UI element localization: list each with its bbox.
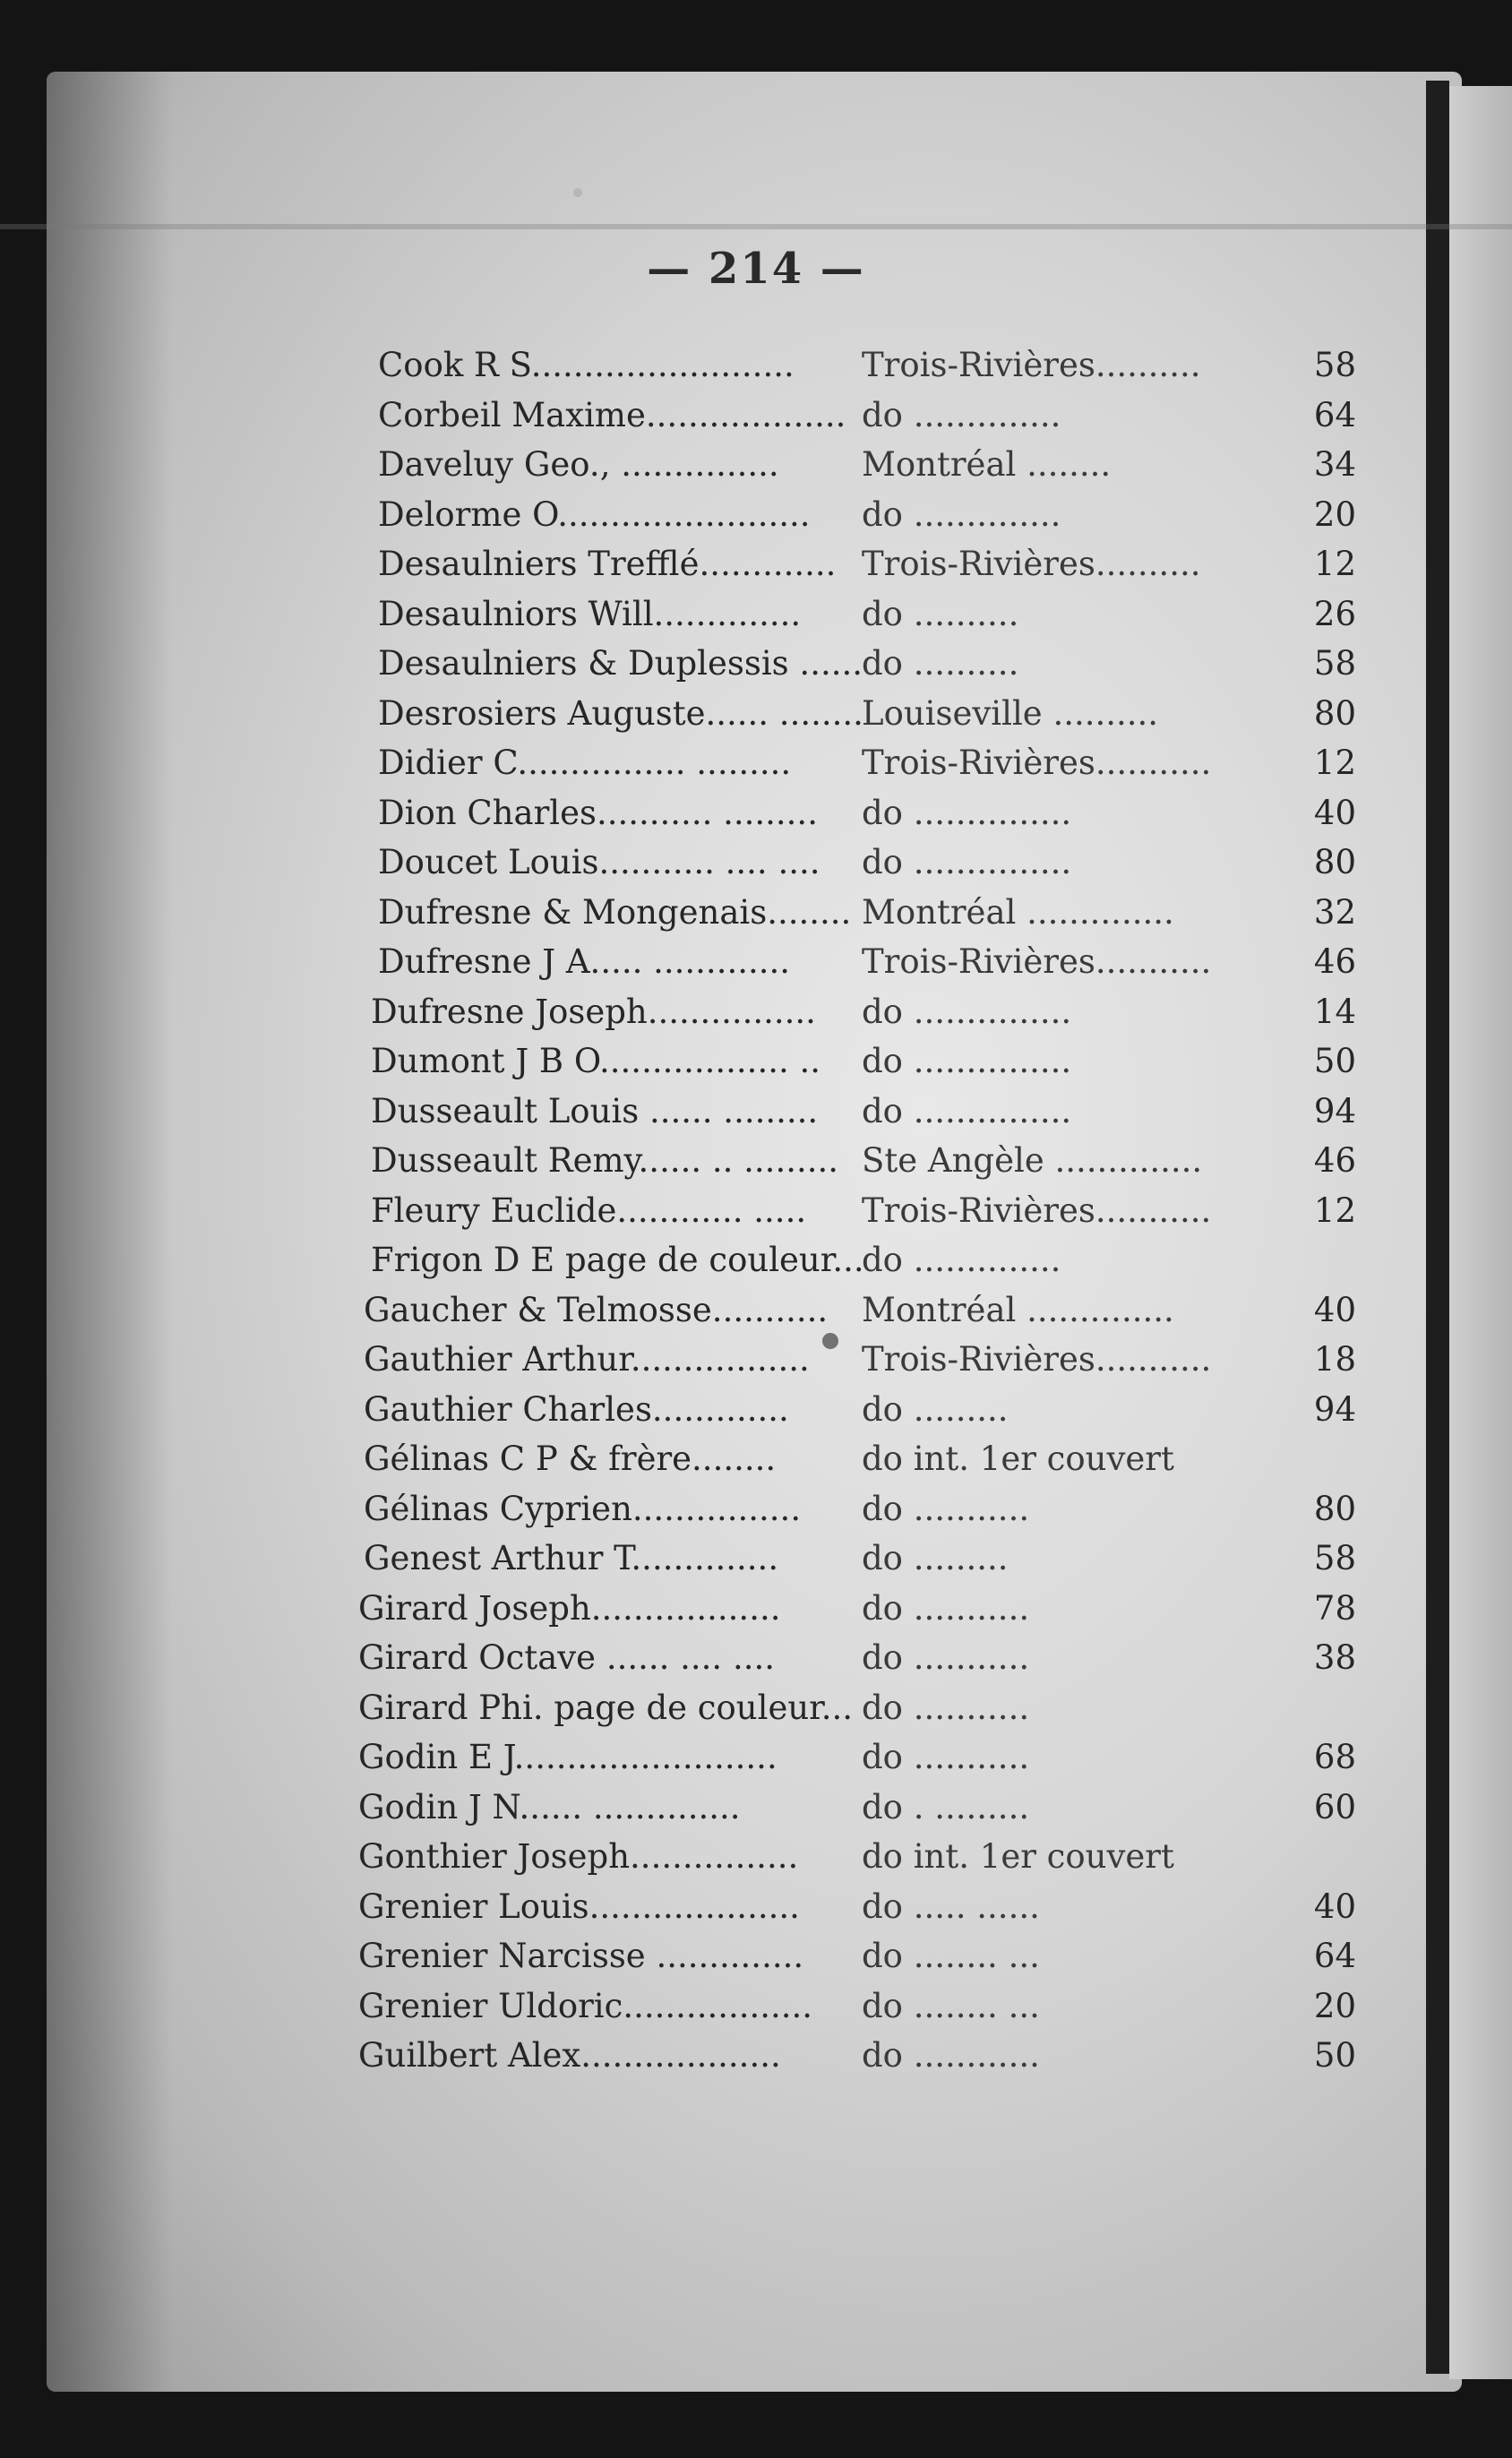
page-number: — 214 — [647,244,865,294]
entry-name: Gauthier Arthur................. [364,1340,810,1379]
entry-name: Frigon D E page de couleur... [371,1241,864,1279]
list-item [360,1633,1372,1683]
entry-page: 64 [1313,395,1356,434]
entry-place: do ......... [862,1539,1009,1577]
list-item [360,1235,1372,1285]
entry-page: 94 [1313,1389,1356,1429]
list-item [360,937,1372,987]
list-item [360,1484,1372,1534]
list-item [360,1434,1372,1484]
entry-place: do .......... [862,594,1019,633]
entry-name: Desaulniers & Duplessis ...... [378,644,863,683]
entry-page: 64 [1313,1937,1356,1975]
entry-place: do ........... [862,1489,1030,1528]
entry-place: Trois-Rivières........... [862,942,1212,981]
entry-place: Ste Angèle .............. [862,1141,1203,1180]
entry-name: Doucet Louis........... .... .... [378,843,820,881]
entry-name: Gélinas C P & frère........ [364,1440,777,1478]
list-item [360,1882,1372,1932]
list-item [360,1186,1372,1236]
entry-place: do ............... [862,992,1072,1031]
entry-page: 46 [1313,942,1356,981]
entry-page: 58 [1313,346,1356,384]
entry-page: 80 [1313,843,1356,881]
list-item [360,340,1372,391]
list-item [360,391,1372,441]
list-item [360,1285,1372,1336]
entry-place: do ............... [862,1042,1072,1080]
list-item [360,1036,1372,1087]
entry-page: 20 [1313,1986,1356,2025]
entry-name: Corbeil Maxime................... [378,395,846,434]
list-item [360,1683,1372,1733]
entry-page: 40 [1313,793,1356,832]
entry-page: 14 [1313,992,1356,1031]
entry-name: Desaulniers Trefflé............. [378,545,837,583]
entry-place: do int. 1er couvert [862,1440,1174,1478]
entry-name: Girard Octave ...... .... .... [358,1638,775,1677]
entry-place: do . ......... [862,1787,1030,1826]
entry-page: 12 [1313,743,1356,782]
entry-place: do ............... [862,793,1072,832]
entry-page: 58 [1313,1539,1356,1577]
entry-name: Dusseault Louis ...... ......... [371,1091,819,1130]
list-item [360,1385,1372,1435]
entry-place: do ........ ... [862,1986,1040,2025]
list-item [360,1534,1372,1584]
entry-place: Montréal .............. [862,892,1174,932]
entry-place: Trois-Rivières........... [862,743,1212,782]
entry-page: 94 [1313,1091,1356,1130]
entry-place: Trois-Rivières........... [862,1340,1212,1379]
entry-page: 78 [1313,1588,1356,1628]
entry-name: Gonthier Joseph................ [358,1837,799,1876]
list-item [360,639,1372,689]
entry-place: do ........... [862,1738,1030,1776]
entry-place: do ............... [862,1091,1072,1130]
list-item [360,987,1372,1037]
entry-place: Montréal .............. [862,1290,1174,1329]
entry-place: Louiseville .......... [862,693,1159,733]
entry-name: Gaucher & Telmosse........... [364,1290,829,1329]
list-item [360,1832,1372,1882]
entry-place: do ..... ...... [862,1886,1040,1926]
entry-place: Trois-Rivières........... [862,1190,1212,1230]
entry-name: Fleury Euclide............ ..... [371,1190,807,1230]
entry-name: Dufresne Joseph................ [371,992,816,1031]
entry-place: do int. 1er couvert [862,1837,1174,1876]
list-item [360,888,1372,938]
entry-page: 12 [1313,1190,1356,1230]
entry-page: 58 [1313,644,1356,683]
entry-name: Cook R S......................... [378,346,795,384]
directory-list [360,340,1372,2081]
entry-place: do .......... [862,644,1019,683]
entry-place: do .............. [862,1241,1061,1279]
entry-page: 32 [1313,892,1356,932]
entry-place: do .............. [862,395,1061,434]
list-item [360,1087,1372,1137]
entry-name: Guilbert Alex................... [358,2036,781,2075]
entry-page: 18 [1313,1340,1356,1379]
entry-name: Dumont J B O.................. .. [371,1042,821,1080]
entry-name: Didier C................ ......... [378,743,792,782]
entry-place: do .............. [862,494,1061,534]
entry-page: 34 [1313,445,1356,484]
entry-page: 60 [1313,1787,1356,1826]
entry-name: Girard Joseph.................. [358,1588,781,1628]
entry-page: 40 [1313,1290,1356,1329]
list-item [360,1584,1372,1634]
list-item [360,788,1372,838]
next-page-edge [1449,86,1512,2379]
entry-place: do ............... [862,843,1072,881]
entry-name: Girard Phi. page de couleur... [358,1688,854,1727]
entry-page: 50 [1313,1042,1356,1080]
entry-page: 20 [1313,494,1356,534]
list-item [360,838,1372,888]
entry-page: 68 [1313,1738,1356,1776]
list-item [360,738,1372,788]
list-item [360,539,1372,589]
entry-name: Grenier Narcisse .............. [358,1937,804,1975]
entry-name: Dusseault Remy...... .. ......... [371,1141,839,1180]
entry-name: Desrosiers Auguste...... ........ [378,693,863,733]
list-item [360,2031,1372,2081]
list-item [360,490,1372,540]
entry-place: Trois-Rivières.......... [862,346,1201,384]
entry-page: 80 [1313,1489,1356,1528]
ink-speck [573,188,582,197]
entry-name: Gauthier Charles............. [364,1389,789,1429]
list-item [360,1931,1372,1981]
entry-name: Grenier Uldoric.................. [358,1986,813,2025]
entry-name: Godin J N...... .............. [358,1787,741,1826]
entry-place: do ........... [862,1588,1030,1628]
list-item [360,1981,1372,2032]
entry-place: do ......... [862,1389,1009,1429]
entry-place: Montréal ........ [862,445,1112,484]
scan-fold-line [0,224,1512,229]
entry-name: Delorme O........................ [378,494,811,534]
list-item [360,1732,1372,1783]
entry-place: do ........... [862,1688,1030,1727]
entry-page: 80 [1313,693,1356,733]
list-item [360,589,1372,640]
entry-place: Trois-Rivières.......... [862,545,1201,583]
entry-page: 46 [1313,1141,1356,1180]
entry-name: Godin E J......................... [358,1738,777,1776]
entry-name: Desaulniors Will.............. [378,594,802,633]
entry-name: Genest Arthur T.............. [364,1539,779,1577]
list-item [360,1783,1372,1833]
entry-page: 40 [1313,1886,1356,1926]
book-gutter [1426,81,1449,2374]
entry-place: do ........ ... [862,1937,1040,1975]
list-item [360,689,1372,739]
entry-place: do ............ [862,2036,1040,2075]
entry-name: Dion Charles........... ......... [378,793,818,832]
entry-name: Grenier Louis.................... [358,1886,800,1926]
entry-name: Daveluy Geo., ............... [378,445,779,484]
entry-page: 50 [1313,2036,1356,2075]
entry-name: Dufresne J A..... ............. [378,942,791,981]
entry-place: do ........... [862,1638,1030,1677]
entry-page: 26 [1313,594,1356,633]
entry-name: Gélinas Cyprien................ [364,1489,802,1528]
list-item [360,1335,1372,1385]
list-item [360,440,1372,490]
entry-page: 12 [1313,545,1356,583]
list-item [360,1136,1372,1186]
page-edge-shadow [47,72,172,2392]
entry-name: Dufresne & Mongenais........ [378,892,852,932]
entry-page: 38 [1313,1638,1356,1677]
